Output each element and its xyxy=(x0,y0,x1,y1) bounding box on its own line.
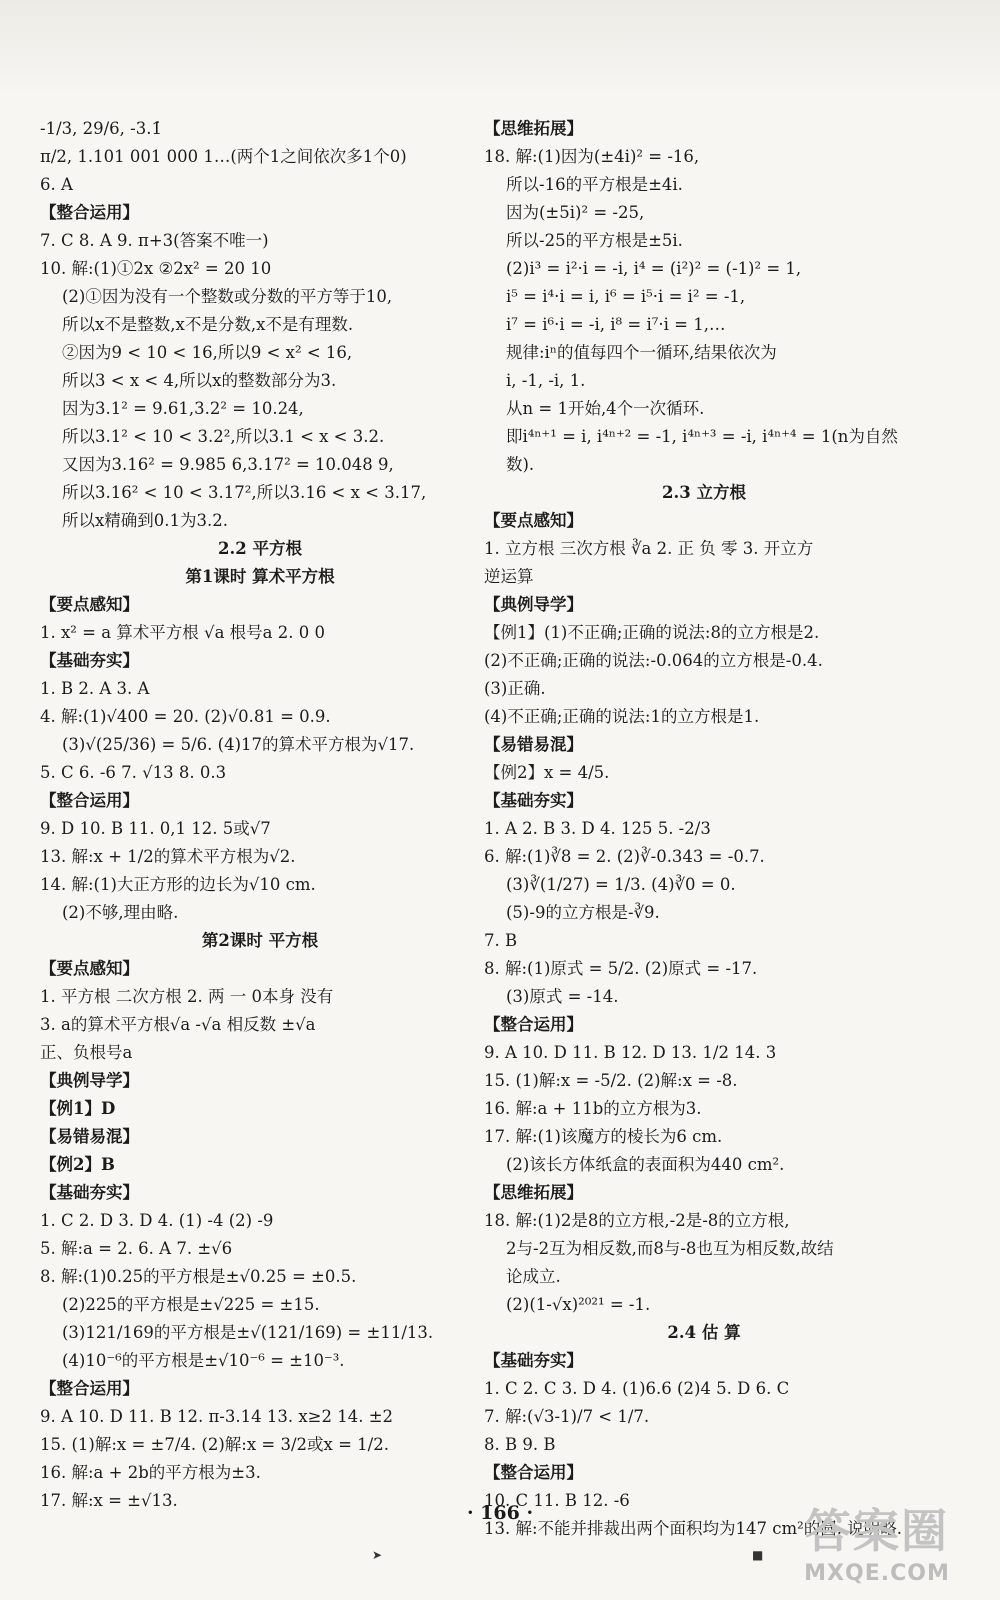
section-heading: 【基础夯实】 xyxy=(40,1183,139,1202)
answer-line: 论成立. xyxy=(506,1267,561,1286)
answer-line: 9. D 10. B 11. 0,1 12. 5或√7 xyxy=(40,819,271,838)
section-heading: 【要点感知】 xyxy=(484,511,583,530)
watermark-url: MXQE.COM xyxy=(804,1561,950,1586)
answer-line: (2)不正确;正确的说法:-0.064的立方根是-0.4. xyxy=(484,651,823,670)
section-heading: 【整合运用】 xyxy=(40,203,139,222)
answer-line: 正、负根号a xyxy=(40,1043,133,1062)
answer-line: 8. 解:(1)0.25的平方根是±√0.25 = ±0.5. xyxy=(40,1267,357,1286)
answer-line: 4. 解:(1)√400 = 20. (2)√0.81 = 0.9. xyxy=(40,707,331,726)
answer-line: 2与-2互为相反数,而8与-8也互为相反数,故结 xyxy=(506,1239,834,1258)
answer-line: 规律:iⁿ的值每四个一循环,结果依次为 xyxy=(506,343,777,362)
answer-line: 6. A xyxy=(40,175,73,194)
answer-line: 【例1】(1)不正确;正确的说法:8的立方根是2. xyxy=(484,623,820,642)
answer-line: 9. A 10. D 11. B 12. π-3.14 13. x≥2 14. ±2 xyxy=(40,1407,394,1426)
scan-speck: ➤ xyxy=(372,1548,383,1562)
answer-line: 15. (1)解:x = -5/2. (2)解:x = -8. xyxy=(484,1071,738,1090)
section-heading: 【要点感知】 xyxy=(40,959,139,978)
answer-line: 17. 解:(1)该魔方的棱长为6 cm. xyxy=(484,1127,723,1146)
section-heading: 【思维拓展】 xyxy=(484,1183,583,1202)
right-column xyxy=(484,118,924,1546)
answer-line: 又因为3.16² = 9.985 6,3.17² = 10.048 9, xyxy=(62,455,394,474)
answer-line: 所以x不是整数,x不是分数,x不是有理数. xyxy=(62,315,354,334)
answer-line: (2)不够,理由略. xyxy=(62,903,179,922)
answer-line: (3)121/169的平方根是±√(121/169) = ±11/13. xyxy=(62,1323,434,1342)
answer-line: 14. 解:(1)大正方形的边长为√10 cm. xyxy=(40,875,316,894)
answer-line: 13. 解:不能并排裁出两个面积均为147 cm²的圆. 说明略. xyxy=(484,1519,903,1538)
answer-line: 5. 解:a = 2. 6. A 7. ±√6 xyxy=(40,1239,233,1258)
answer-line: 7. B xyxy=(484,931,518,950)
section-heading: 【整合运用】 xyxy=(484,1463,583,1482)
section-heading: 【典例导学】 xyxy=(484,595,583,614)
answer-line: 17. 解:x = ±√13. xyxy=(40,1491,178,1510)
answer-line: 5. C 6. -6 7. √13 8. 0.3 xyxy=(40,763,227,782)
page-number: · 166 · xyxy=(466,1502,534,1524)
answer-line: 10. 解:(1)①2x ②2x² = 20 10 xyxy=(40,259,272,278)
answer-line: 1. 立方根 三次方根 ∛a 2. 正 负 零 3. 开立方 xyxy=(484,539,814,558)
answer-line: 逆运算 xyxy=(484,567,534,586)
answer-line: (2)i³ = i²·i = -i, i⁴ = (i²)² = (-1)² = 1, xyxy=(506,259,802,278)
answer-line: i, -1, -i, 1. xyxy=(506,371,586,390)
chapter-title: 2.4 估 算 xyxy=(667,1323,741,1342)
answer-line: 即i⁴ⁿ⁺¹ = i, i⁴ⁿ⁺² = -1, i⁴ⁿ⁺³ = -i, i⁴ⁿ⁺⁴ = 1(n为自然 xyxy=(506,427,898,446)
answer-line: 8. 解:(1)原式 = 5/2. (2)原式 = -17. xyxy=(484,959,758,978)
answer-line: ②因为9 < 10 < 16,所以9 < x² < 16, xyxy=(62,343,353,362)
section-heading: 【要点感知】 xyxy=(40,595,139,614)
answer-line: 7. C 8. A 9. π+3(答案不唯一) xyxy=(40,231,269,250)
answer-line: (4)10⁻⁶的平方根是±√10⁻⁶ = ±10⁻³. xyxy=(62,1351,345,1370)
answer-line: 所以-25的平方根是±5i. xyxy=(506,231,683,250)
answer-line: 8. B 9. B xyxy=(484,1435,556,1454)
scan-speck: ■ xyxy=(752,1548,764,1562)
section-heading: 【例1】D xyxy=(40,1099,116,1118)
answer-line: (5)-9的立方根是-∛9. xyxy=(506,903,660,922)
section-heading: 【基础夯实】 xyxy=(40,651,139,670)
answer-line: 1. x² = a 算术平方根 √a 根号a 2. 0 0 xyxy=(40,623,325,642)
chapter-title: 2.3 立方根 xyxy=(662,483,746,502)
answer-line: 所以-16的平方根是±4i. xyxy=(506,175,683,194)
answer-line: 因为3.1² = 9.61,3.2² = 10.24, xyxy=(62,399,304,418)
section-heading: 【典例导学】 xyxy=(40,1071,139,1090)
answer-line: (4)不正确;正确的说法:1的立方根是1. xyxy=(484,707,760,726)
answer-line: (3)正确. xyxy=(484,679,546,698)
section-heading: 【整合运用】 xyxy=(40,1379,139,1398)
chapter-title: 第2课时 平方根 xyxy=(201,931,319,950)
answer-line: (2)(1-√x)²⁰²¹ = -1. xyxy=(506,1295,651,1314)
scan-top-shade xyxy=(0,0,1000,96)
answer-line: (2)该长方体纸盒的表面积为440 cm². xyxy=(506,1155,785,1174)
answer-line: 因为(±5i)² = -25, xyxy=(506,203,645,222)
answer-line: 1. 平方根 二次方根 2. 两 一 0本身 没有 xyxy=(40,987,334,1006)
answer-line: 16. 解:a + 11b的立方根为3. xyxy=(484,1099,702,1118)
section-heading: 【例2】B xyxy=(40,1155,115,1174)
section-heading: 【易错易混】 xyxy=(484,735,583,754)
answer-line: π/2, 1.101 001 000 1…(两个1之间依次多1个0) xyxy=(40,147,407,166)
answer-line: i⁵ = i⁴·i = i, i⁶ = i⁵·i = i² = -1, xyxy=(506,287,746,306)
section-heading: 【思维拓展】 xyxy=(484,119,583,138)
chapter-title: 2.2 平方根 xyxy=(218,539,302,558)
watermark-logo: 答案圈 xyxy=(805,1504,949,1558)
answer-line: 15. (1)解:x = ±7/4. (2)解:x = 3/2或x = 1/2. xyxy=(40,1435,389,1454)
answer-line: -1/3, 29/6, -3.1̇ xyxy=(40,119,162,138)
answer-line: 18. 解:(1)2是8的立方根,-2是-8的立方根, xyxy=(484,1211,790,1230)
answer-line: i⁷ = i⁶·i = -i, i⁸ = i⁷·i = 1,… xyxy=(506,315,726,334)
answer-line: 【例2】x = 4/5. xyxy=(484,763,610,782)
section-heading: 【基础夯实】 xyxy=(484,791,583,810)
section-heading: 【整合运用】 xyxy=(484,1015,583,1034)
chapter-title: 第1课时 算术平方根 xyxy=(185,567,335,586)
answer-line: 10. C 11. B 12. -6 xyxy=(484,1491,630,1510)
answer-line: 所以3.1² < 10 < 3.2²,所以3.1 < x < 3.2. xyxy=(62,427,385,446)
answer-line: 从n = 1开始,4个一次循环. xyxy=(506,399,705,418)
answer-line: 9. A 10. D 11. B 12. D 13. 1/2 14. 3 xyxy=(484,1043,777,1062)
answer-line: 数). xyxy=(506,455,535,474)
answer-line: 6. 解:(1)∛8 = 2. (2)∛-0.343 = -0.7. xyxy=(484,847,765,866)
answer-line: 7. 解:(√3-1)/7 < 1/7. xyxy=(484,1407,650,1426)
answer-line: 所以x精确到0.1为3.2. xyxy=(62,511,229,530)
answer-line: 16. 解:a + 2b的平方根为±3. xyxy=(40,1463,261,1482)
answer-line: 1. A 2. B 3. D 4. 125 5. -2/3 xyxy=(484,819,711,838)
answer-line: 1. B 2. A 3. A xyxy=(40,679,150,698)
answer-line: (3)∛(1/27) = 1/3. (4)∛0 = 0. xyxy=(506,875,736,894)
answer-line: 13. 解:x + 1/2的算术平方根为√2. xyxy=(40,847,296,866)
section-heading: 【基础夯实】 xyxy=(484,1351,583,1370)
answer-line: 1. C 2. C 3. D 4. (1)6.6 (2)4 5. D 6. C xyxy=(484,1379,790,1398)
answer-line: 3. a的算术平方根√a -√a 相反数 ±√a xyxy=(40,1015,316,1034)
left-column xyxy=(40,118,480,1518)
answer-line: 所以3.16² < 10 < 3.17²,所以3.16 < x < 3.17, xyxy=(62,483,427,502)
answer-line: 所以3 < x < 4,所以x的整数部分为3. xyxy=(62,371,337,390)
answer-line: (3)√(25/36) = 5/6. (4)17的算术平方根为√17. xyxy=(62,735,415,754)
answer-line: (2)225的平方根是±√225 = ±15. xyxy=(62,1295,320,1314)
watermark xyxy=(772,1495,982,1586)
section-heading: 【整合运用】 xyxy=(40,791,139,810)
answer-line: 1. C 2. D 3. D 4. (1) -4 (2) -9 xyxy=(40,1211,274,1230)
answer-line: (3)原式 = -14. xyxy=(506,987,619,1006)
section-heading: 【易错易混】 xyxy=(40,1127,139,1146)
answer-line: 18. 解:(1)因为(±4i)² = -16, xyxy=(484,147,700,166)
answer-line: (2)①因为没有一个整数或分数的平方等于10, xyxy=(62,287,393,306)
